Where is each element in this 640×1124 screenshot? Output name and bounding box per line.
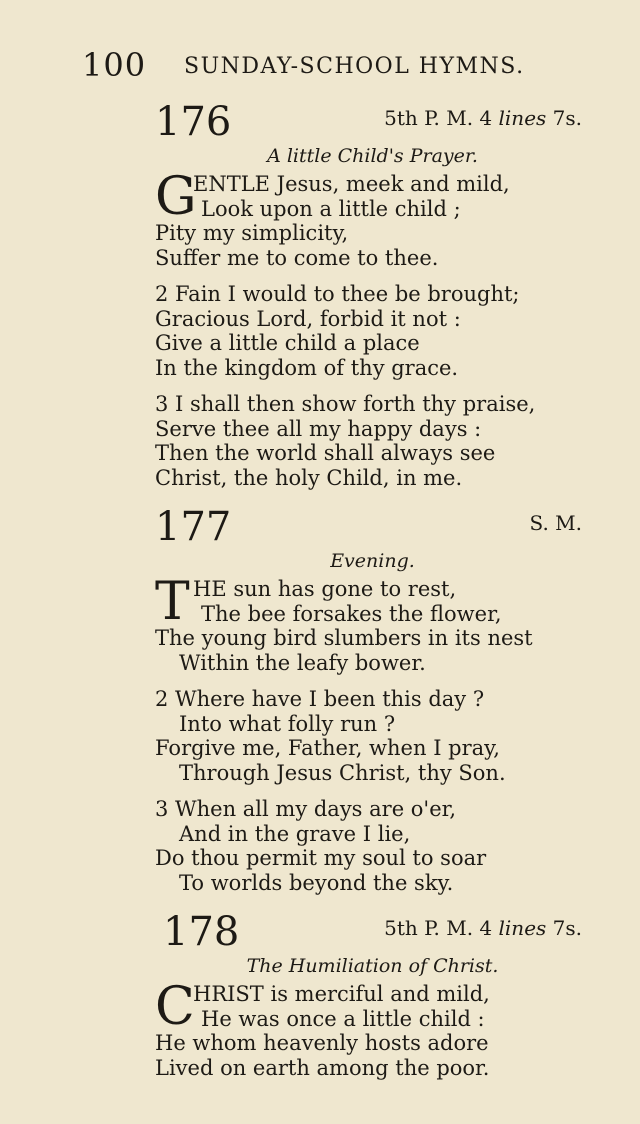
hymn-number: 176	[155, 99, 232, 145]
stanza-line: Give a little child a place	[155, 331, 420, 355]
drop-cap: C	[155, 977, 195, 1037]
running-title: SUNDAY-SCHOOL HYMNS.	[184, 54, 525, 79]
stanza-line: HRIST is merciful and mild,	[193, 982, 490, 1006]
stanza	[155, 797, 590, 895]
stanza-line: Into what folly run ?	[179, 711, 396, 736]
stanza-line: Gracious Lord, forbid it not :	[155, 306, 461, 331]
stanza-line: Through Jesus Christ, thy Son.	[179, 760, 506, 785]
stanza-line: Within the leafy bower.	[179, 650, 426, 675]
stanza-line: The young bird slumbers in its nest	[155, 626, 533, 650]
hymn-177	[155, 505, 590, 895]
hymn-number: 178	[163, 909, 240, 955]
hymn-number: 177	[155, 504, 232, 550]
stanza-line: Forgive me, Father, when I pray,	[155, 736, 500, 760]
stanza-line: The bee forsakes the flower,	[201, 601, 502, 626]
stanza-line: He was once a little child :	[201, 1006, 485, 1031]
stanza-line: And in the grave I lie,	[179, 821, 411, 846]
stanza-line: Christ, the holy Child, in me.	[155, 465, 463, 490]
stanza-line: 2 Fain I would to thee be brought;	[155, 282, 520, 306]
hymn-heading	[155, 910, 590, 954]
page-number: 100	[82, 46, 147, 84]
stanza-line: Lived on earth among the poor.	[155, 1055, 490, 1080]
stanza	[155, 977, 590, 1080]
stanza-line: ENTLE Jesus, meek and mild,	[193, 172, 510, 196]
hymn-176	[155, 100, 590, 490]
stanza	[155, 572, 590, 675]
hymn-178	[155, 910, 590, 1080]
drop-cap: G	[155, 167, 197, 227]
stanza-line: Suffer me to come to thee.	[155, 245, 439, 270]
hymn-title: A little Child's Prayer.	[267, 145, 478, 167]
stanza-line: 2 Where have I been this day ?	[155, 687, 485, 711]
stanza-line: 3 When all my days are o'er,	[155, 797, 457, 821]
stanza	[155, 282, 590, 380]
stanza-line: He whom heavenly hosts adore	[155, 1031, 489, 1055]
hymn-title: The Humiliation of Christ.	[246, 955, 499, 977]
stanza-line: Serve thee all my happy days :	[155, 416, 482, 441]
stanza-line: HE sun has gone to rest,	[193, 577, 457, 601]
stanza-line: In the kingdom of thy grace.	[155, 355, 459, 380]
stanza	[155, 392, 590, 490]
page-header	[82, 46, 542, 86]
stanza-line: To worlds beyond the sky.	[179, 870, 454, 895]
drop-cap: T	[155, 572, 190, 632]
stanza-line: Then the world shall always see	[155, 441, 496, 465]
stanza	[155, 687, 590, 785]
stanza-line: Pity my simplicity,	[155, 221, 349, 245]
hymn-heading	[155, 100, 590, 144]
hymn-meter: 5th P. M. 4 lines 7s.	[384, 106, 582, 130]
stanza-line: Look upon a little child ;	[201, 196, 461, 221]
hymn-heading	[155, 505, 590, 549]
stanza-line: Do thou permit my soul to soar	[155, 846, 487, 870]
hymn-meter: 5th P. M. 4 lines 7s.	[384, 916, 582, 940]
stanza	[155, 167, 590, 270]
hymn-title: Evening.	[330, 550, 415, 572]
stanza-line: 3 I shall then show forth thy praise,	[155, 392, 536, 416]
hymn-meter: S. M.	[529, 511, 582, 535]
